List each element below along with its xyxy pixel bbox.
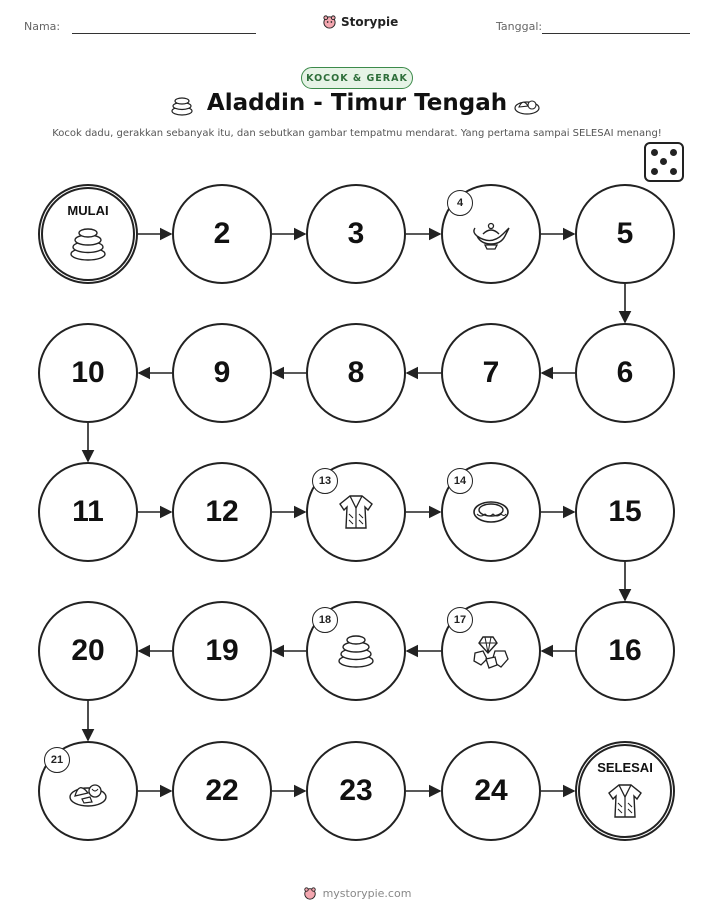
space-number-badge: 18 (312, 607, 338, 633)
board-space-20 (38, 601, 138, 701)
space-number: 7 (482, 356, 500, 389)
space-number: 16 (608, 634, 642, 667)
board-space-4 (441, 184, 541, 284)
board-space-2 (172, 184, 272, 284)
board-space-11 (38, 462, 138, 562)
board-space-8 (306, 323, 406, 423)
space-number: 12 (205, 495, 239, 528)
pastry-plate-icon (68, 771, 108, 811)
finish-label: SELESAI (597, 760, 653, 775)
board-space-15 (575, 462, 675, 562)
instructions: Kocok dadu, gerakkan sebanyak itu, dan sebutkan gambar tempatmu mendarat. Yang pertama sampai SELESAI menang! (52, 128, 662, 139)
board-space-23 (306, 741, 406, 841)
magic-lamp-icon (471, 214, 511, 254)
start-label: MULAI (67, 203, 109, 218)
board-space-7 (441, 323, 541, 423)
board-space-19 (172, 601, 272, 701)
footer (0, 886, 714, 900)
board-space-5 (575, 184, 675, 284)
board-space-12 (172, 462, 272, 562)
board-space-3 (306, 184, 406, 284)
space-number: 8 (347, 356, 365, 389)
board-space-17 (441, 601, 541, 701)
coins-pile-icon (336, 631, 376, 671)
brand-name: Storypie (341, 14, 399, 29)
space-number-badge: 14 (447, 468, 473, 494)
mascot-icon (303, 886, 317, 900)
date-label: Tanggal: (496, 20, 543, 33)
space-number: 3 (347, 217, 365, 250)
board-space-18 (306, 601, 406, 701)
board-space-6 (575, 323, 675, 423)
robe-icon (605, 781, 645, 821)
ring-icon (471, 492, 511, 532)
footer-url: mystorypie.com (322, 886, 412, 900)
name-label: Nama: (24, 20, 61, 33)
space-number: 2 (213, 217, 231, 250)
space-number-badge: 17 (447, 607, 473, 633)
page-title: Aladdin - Timur Tengah (206, 90, 508, 116)
space-number: 5 (616, 217, 634, 250)
robe-icon (336, 492, 376, 532)
space-number: 6 (616, 356, 634, 389)
finish-space (575, 741, 675, 841)
board-space-16 (575, 601, 675, 701)
space-number-badge: 4 (447, 190, 473, 216)
space-number: 20 (71, 634, 105, 667)
space-number: 23 (339, 774, 373, 807)
gems-icon (471, 631, 511, 671)
board-space-10 (38, 323, 138, 423)
space-number: 10 (71, 356, 105, 389)
board-space-24 (441, 741, 541, 841)
space-number: 11 (72, 495, 104, 528)
activity-badge: KOCOK & GERAK (301, 67, 413, 89)
board-space-21 (38, 741, 138, 841)
board-space-13 (306, 462, 406, 562)
start-space (38, 184, 138, 284)
space-number-badge: 21 (44, 747, 70, 773)
space-number: 22 (205, 774, 239, 807)
space-number: 24 (474, 774, 508, 807)
coins-pile-icon (68, 224, 108, 264)
space-number-badge: 13 (312, 468, 338, 494)
board-space-14 (441, 462, 541, 562)
board-space-22 (172, 741, 272, 841)
space-number: 9 (213, 356, 231, 389)
space-number: 15 (608, 495, 642, 528)
space-number: 19 (205, 634, 239, 667)
board-space-9 (172, 323, 272, 423)
